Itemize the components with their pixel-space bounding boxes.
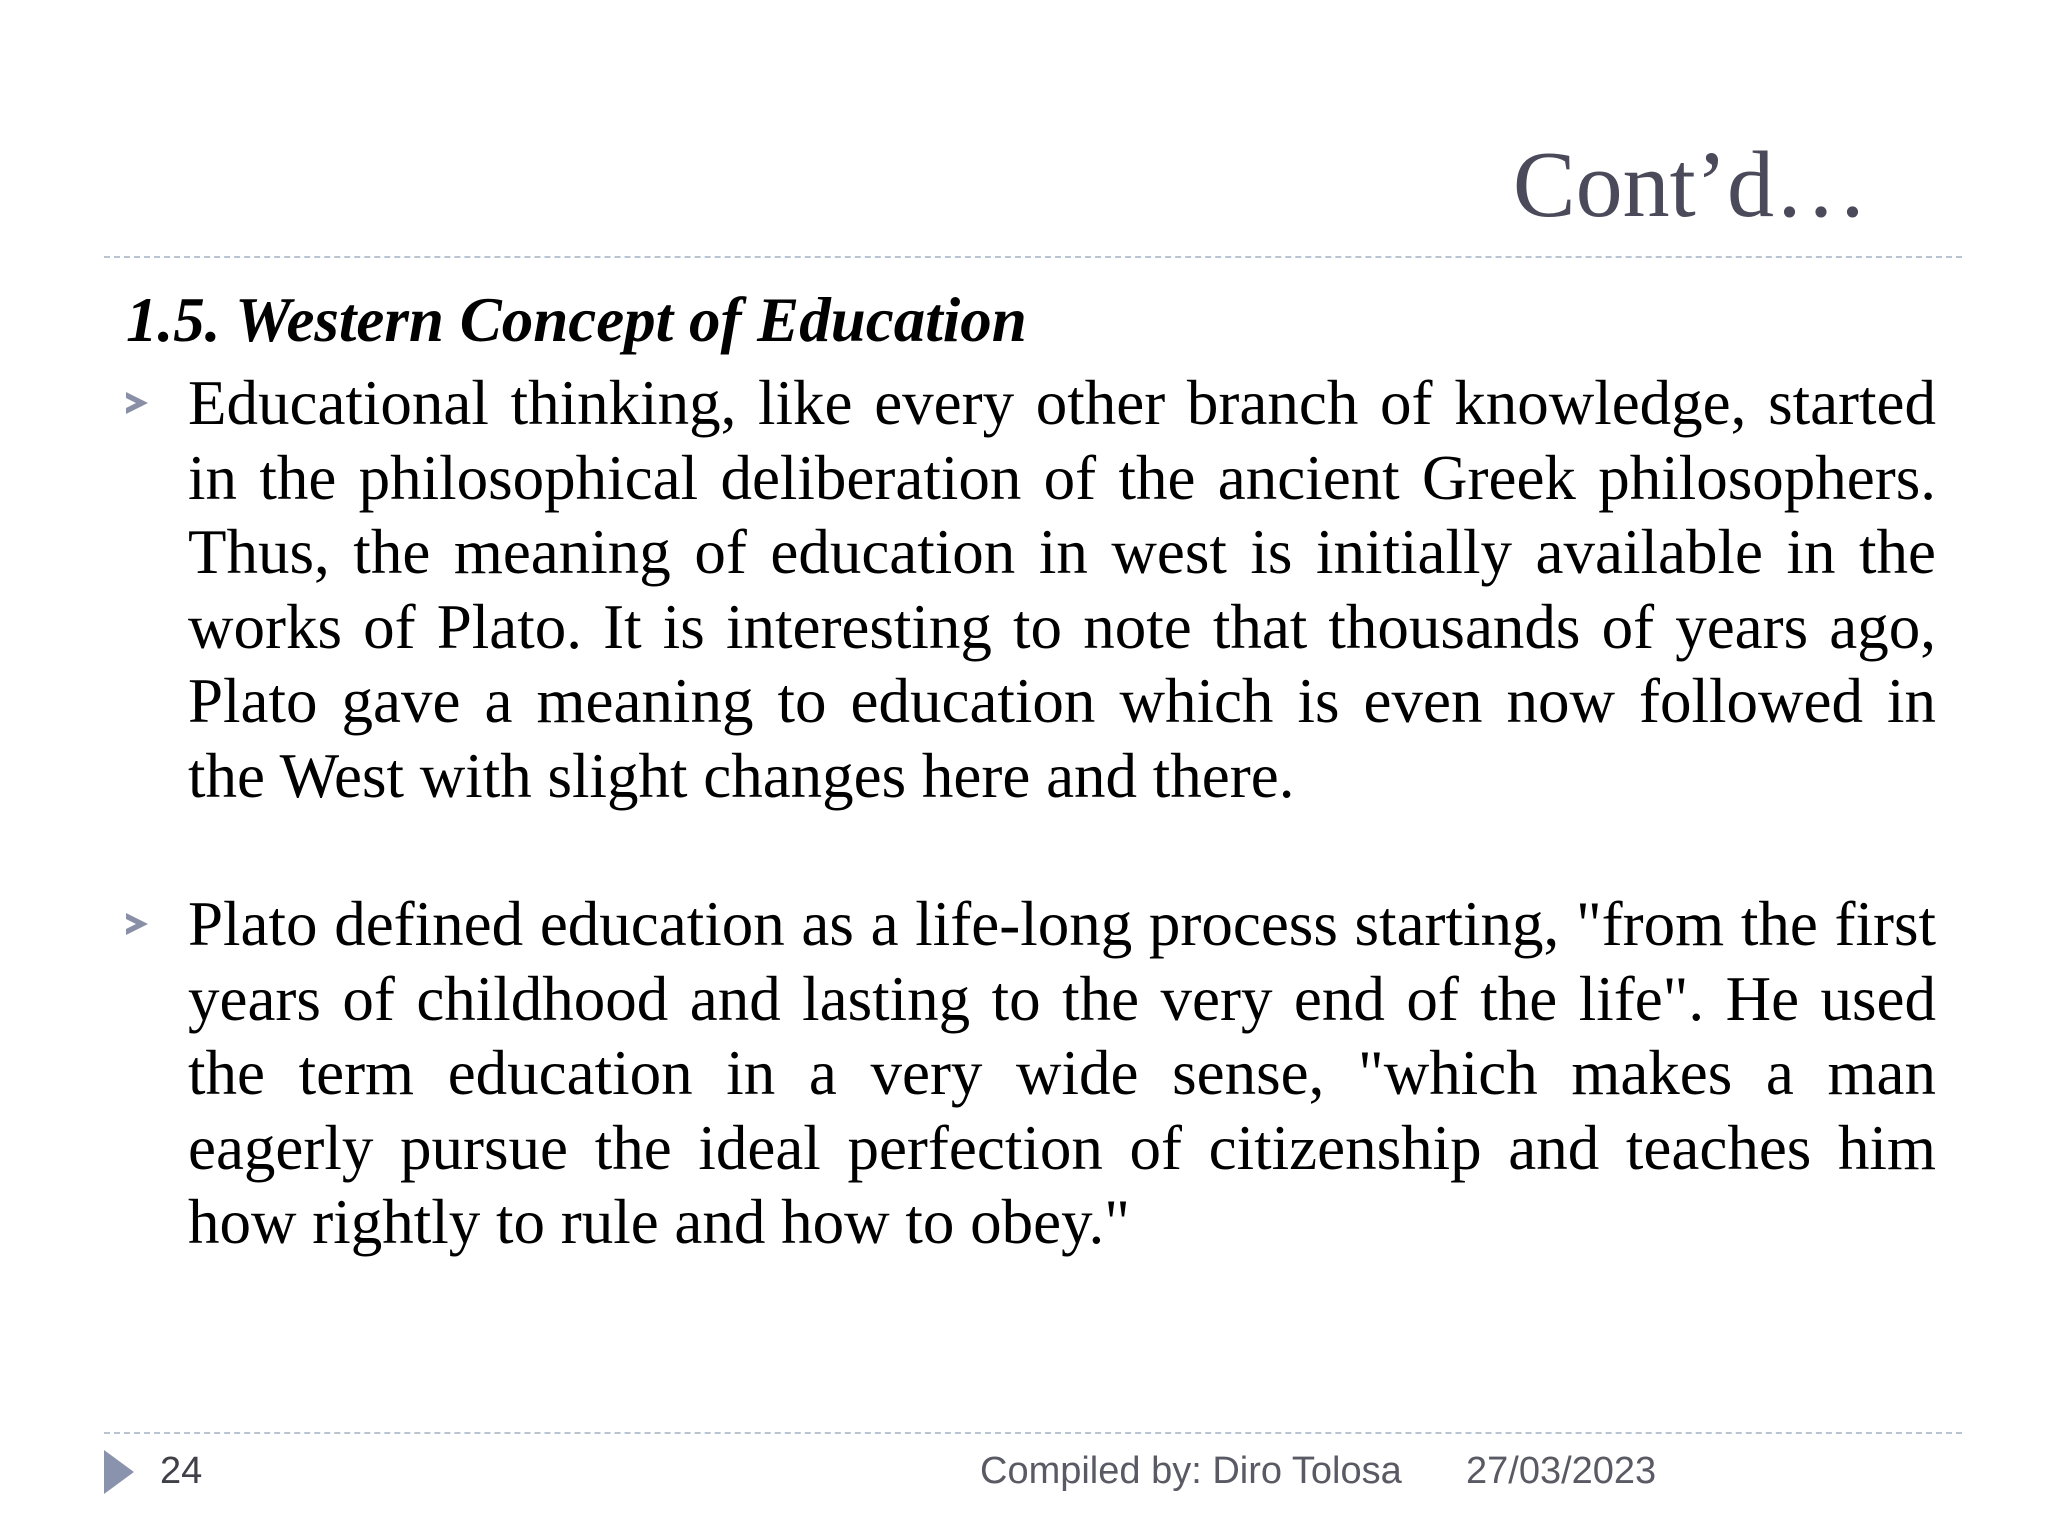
bullet-text: Educational thinking, like every other branch of knowledge, started in the philosophical deliberation of the ancient Greek philosophers. Thus, the meaning of education in west is initially available in the works of Plato. It is interesting to note that thousands of years ago, Plato gave a meaning to education which is even now followed in the West with slight changes here and there.	[188, 368, 1936, 811]
footer-triangle-icon	[104, 1450, 134, 1494]
section-heading: 1.5. Western Concept of Education	[126, 285, 1027, 355]
footer-date: 27/03/2023	[1466, 1450, 1657, 1492]
arrow-bullet-icon	[126, 392, 148, 414]
arrow-bullet-icon	[126, 913, 148, 935]
slide-title: Cont’d…	[1512, 133, 1868, 237]
bullet-item	[126, 366, 1936, 813]
slide-content	[126, 282, 1936, 1260]
footer-credit: Compiled by: Diro Tolosa	[980, 1450, 1402, 1492]
bullet-text: Plato defined education as a life-long process starting, "from the first years of childhood and lasting to the very end of the life". He used the term education in a very wide sense, "which makes a man eagerly pursue the ideal perfection of citizenship and teaches him how rightly to rule and how to obey."	[188, 889, 1936, 1257]
footer-divider	[104, 1432, 1962, 1434]
page-number: 24	[160, 1450, 203, 1492]
bullet-item	[126, 887, 1936, 1260]
title-divider	[104, 256, 1962, 258]
